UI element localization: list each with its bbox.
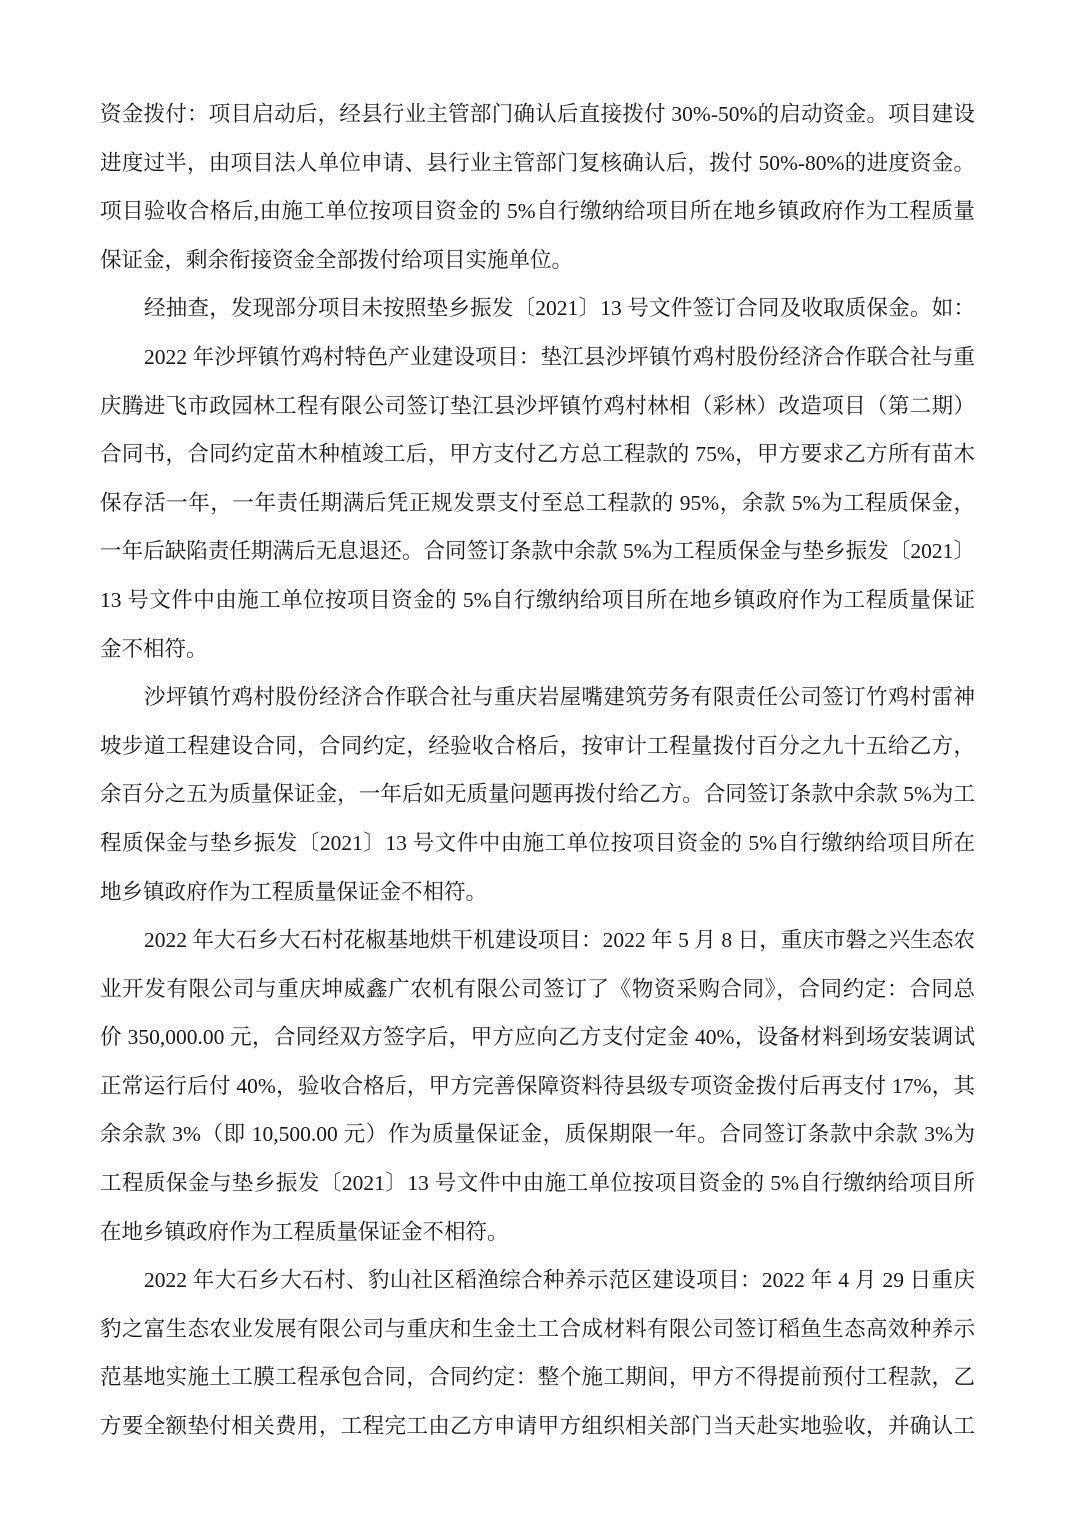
paragraph (100, 284, 975, 333)
text-line: 2022 年沙坪镇竹鸡村特色产业建设项目：垫江县沙坪镇竹鸡村股份经济合作联合社与重 (144, 344, 975, 369)
paragraph (100, 916, 975, 1256)
text-line: 合同书，合同约定苗木种植竣工后，甲方支付乙方总工程款的 75%，甲方要求乙方所有苗木 (100, 442, 975, 467)
text-line: 2022 年大石乡大石村花椒基地烘干机建设项目：2022 年 5 月 8 日，重庆市磐之兴生态农 (144, 928, 975, 953)
text-line: 2022 年大石乡大石村、豹山社区稻渔综合种养示范区建设项目：2022 年 4 月 29 日重庆 (144, 1268, 975, 1293)
text-line: 程质保金与垫乡振发〔2021〕13 号文件中由施工单位按项目资金的 5%自行缴纳给项目所在 (100, 830, 975, 855)
text-line: 正常运行后付 40%，验收合格后，甲方完善保障资料待县级专项资金拨付后再支付 17%，其 (100, 1073, 975, 1098)
paragraph (100, 1256, 975, 1450)
text-line: 沙坪镇竹鸡村股份经济合作联合社与重庆岩屋嘴建筑劳务有限责任公司签订竹鸡村雷神 (144, 685, 975, 710)
text-line: 保证金，剩余衔接资金全部拨付给项目实施单位。 (100, 247, 574, 272)
text-line: 方要全额垫付相关费用，工程完工由乙方申请甲方组织相关部门当天赴实地验收，并确认工 (100, 1414, 975, 1439)
text-line: 经抽查，发现部分项目未按照垫乡振发〔2021〕13 号文件签订合同及收取质保金。如： (144, 296, 975, 321)
text-line: 工程质保金与垫乡振发〔2021〕13 号文件中由施工单位按项目资金的 5%自行缴纳给项目所 (100, 1171, 975, 1196)
text-line: 进度过半，由项目法人单位申请、县行业主管部门复核确认后，拨付 50%-80%的进度资金。 (100, 150, 975, 175)
text-line: 地乡镇政府作为工程质量保证金不相符。 (100, 879, 488, 904)
paragraph (100, 673, 975, 916)
text-line: 豹之富生态农业发展有限公司与重庆和生金土工合成材料有限公司签订稻鱼生态高效种养示 (100, 1316, 975, 1341)
text-line: 一年后缺陷责任期满后无息退还。合同签订条款中余款 5%为工程质保金与垫乡振发〔2021〕 (100, 539, 975, 564)
text-line: 13 号文件中由施工单位按项目资金的 5%自行缴纳给项目所在地乡镇政府作为工程质量保证 (100, 587, 975, 612)
text-line: 价 350,000.00 元，合同经双方签字后，甲方应向乙方支付定金 40%，设备材料到场安装调试 (100, 1025, 975, 1050)
text-line: 金不相符。 (100, 636, 208, 661)
text-line: 项目验收合格后,由施工单位按项目资金的 5%自行缴纳给项目所在地乡镇政府作为工程质量 (100, 199, 975, 224)
text-line: 余余款 3%（即 10,500.00 元）作为质量保证金，质保期限一年。合同签订条款中余款 3%为 (100, 1122, 975, 1147)
text-line: 保存活一年，一年责任期满后凭正规发票支付至总工程款的 95%，余款 5%为工程质保金， (100, 490, 975, 515)
text-line: 业开发有限公司与重庆坤威鑫广农机有限公司签订了《物资采购合同》，合同约定：合同总 (100, 976, 975, 1001)
text-line: 在地乡镇政府作为工程质量保证金不相符。 (100, 1219, 509, 1244)
text-line: 庆腾进飞市政园林工程有限公司签订垫江县沙坪镇竹鸡村林相（彩林）改造项目（第二期） (100, 393, 975, 418)
text-line: 范基地实施土工膜工程承包合同，合同约定：整个施工期间，甲方不得提前预付工程款，乙 (100, 1365, 975, 1390)
document-text (100, 90, 975, 1451)
text-line: 余百分之五为质量保证金，一年后如无质量问题再拨付给乙方。合同签订条款中余款 5%为工 (100, 782, 975, 807)
text-line: 资金拨付：项目启动后，经县行业主管部门确认后直接拨付 30%-50%的启动资金。项目建设 (100, 102, 975, 126)
paragraph (100, 90, 975, 284)
text-line: 坡步道工程建设合同，合同约定，经验收合格后，按审计工程量拨付百分之九十五给乙方， (100, 733, 975, 758)
paragraph (100, 333, 975, 673)
